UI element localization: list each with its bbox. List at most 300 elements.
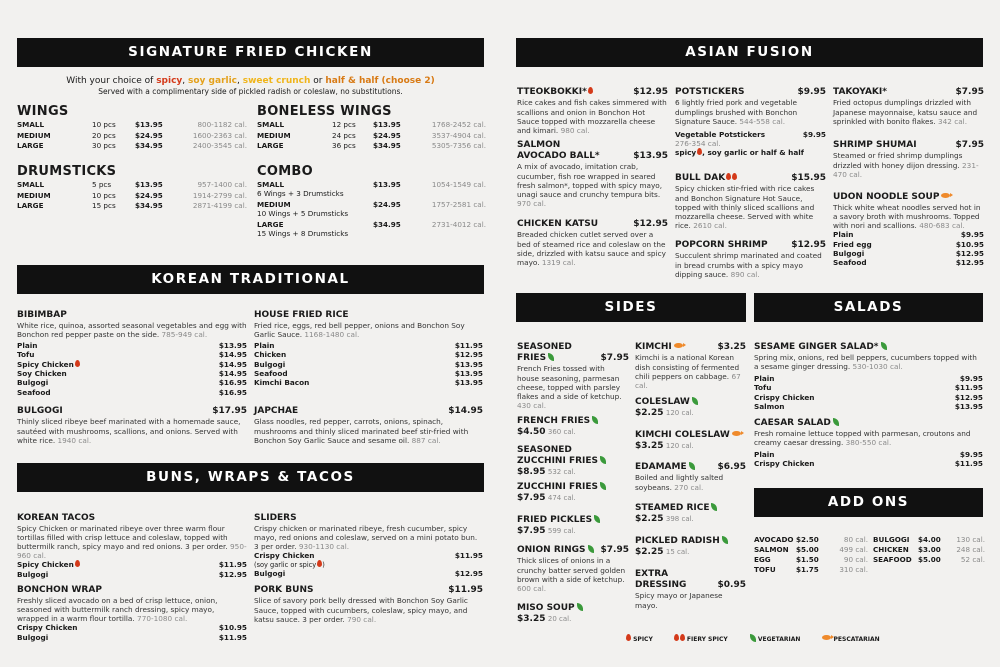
sesame-salad-name: SESAME GINGER SALAD* [754, 342, 879, 352]
option-row [17, 350, 247, 359]
size-label: LARGE [17, 141, 44, 151]
katsu-item [517, 219, 668, 267]
combo-row [257, 220, 486, 238]
legend-veg: VEGETARIAN [757, 636, 801, 643]
potstickers-price: $9.95 [797, 87, 826, 97]
option-label-wrap [754, 393, 815, 402]
pickled-radish-item [635, 536, 746, 558]
tteokbokki-cal: 980 cal. [560, 125, 590, 135]
salmon-ball-price: $13.95 [633, 150, 668, 161]
option-label-wrap [17, 378, 48, 387]
french-fries-item [517, 416, 629, 438]
sesame-salad-options [754, 374, 983, 411]
size-label: LARGE [17, 201, 44, 211]
salmon-ball-name2: AVOCADO BALL* [517, 150, 600, 161]
pickled-radish-cal: 15 cal. [665, 547, 690, 556]
zucchini-fries-name: ZUCCHINI FRIES [517, 482, 598, 492]
korean-tacos-options [17, 560, 247, 579]
popcorn-shrimp-cal: 890 cal. [730, 269, 760, 279]
addon-calories: 499 cal. [839, 544, 868, 554]
size-price: $34.95 [135, 201, 163, 211]
potstickers-name: POTSTICKERS [675, 87, 745, 97]
option-name: Bulgogi [17, 632, 49, 642]
option-label-wrap [754, 374, 774, 383]
wrap-item [17, 585, 247, 642]
vegetarian-leaf-icon [750, 634, 756, 642]
asian-header: ASIAN FUSION [516, 38, 983, 67]
fried-rice-item [254, 310, 483, 388]
option-label-wrap [254, 350, 286, 359]
combo-label [257, 180, 373, 198]
sliders-desc: Crispy chicken or marinated ribeye, fresh cucumber, spicy mayo, red onions and coleslaw, served on a mini potato bun. 3 per order. [254, 523, 478, 552]
option-row [17, 560, 247, 569]
vegetarian-leaf-icon [577, 603, 583, 611]
korean-tacos-desc: Spicy Chicken or marinated ribeye over three warm flour tortillas filled with crisp lettuce and coleslaw, topped with buttermilk ranch, spicy mayo and red onions. 3 per order. [17, 523, 228, 552]
shumai-cal: 231-470 cal. [833, 160, 979, 179]
french-fries-cal: 360 cal. [547, 427, 576, 436]
legend-fiery: FIERY SPICY [686, 636, 728, 643]
katsu-desc: Breaded chicken cutlet served over a bed of steamed rice and coleslaw on the side, drizzled with katsu sauce and spicy mayo. [517, 230, 666, 267]
combo-label [257, 200, 373, 218]
option-name: Salmon [754, 401, 785, 411]
tteokbokki-item [517, 87, 668, 135]
size-calories: 3537-4904 cal. [431, 130, 486, 140]
spicy-flame-icon [75, 360, 80, 367]
option-row [754, 459, 983, 468]
addon-price: $5.00 [918, 554, 941, 564]
katsu-price: $12.95 [633, 219, 668, 229]
drumsticks-rows [17, 180, 247, 212]
udon-name: UDON NOODLE SOUP [833, 192, 940, 202]
option-row [17, 623, 247, 632]
seasoned-zucchini-item [517, 445, 629, 478]
kimchi-name: KIMCHI [635, 342, 672, 352]
veg-potstickers-name: Vegetable Potstickers [675, 129, 766, 139]
option-label-wrap [17, 623, 78, 632]
option-price: $11.95 [218, 560, 247, 570]
option-label-wrap [254, 369, 288, 378]
sides-header: SIDES [516, 293, 746, 322]
seasoned-fries-price: $7.95 [600, 352, 629, 363]
potstickers-desc: 6 lightly fried pork and vegetable dumplings brushed with Bonchon Signature Sauce. [675, 98, 798, 126]
option-name: Crispy Chicken [754, 459, 815, 469]
seasoned-zucchini-cal: 532 cal. [547, 467, 576, 476]
extra-dressing-desc: Spicy mayo or Japanese mayo. [635, 591, 723, 610]
zucchini-fries-item [517, 482, 629, 504]
size-price: $24.95 [135, 130, 163, 140]
addon-row [873, 545, 985, 555]
combo-detail: 15 Wings + 8 Drumsticks [257, 228, 349, 238]
option-price: $16.95 [218, 378, 247, 388]
vegetarian-leaf-icon [722, 536, 728, 544]
wings-title: WINGS [17, 104, 69, 119]
size-price: $13.95 [135, 179, 163, 189]
vegetarian-leaf-icon [588, 545, 594, 553]
miso-soup-price: $3.25 [517, 613, 546, 624]
popcorn-shrimp-name: POPCORN SHRIMP [675, 240, 768, 250]
size-calories: 800-1182 cal. [197, 119, 247, 129]
option-row [17, 388, 247, 397]
option-price: $12.95 [454, 568, 483, 578]
takoyaki-item [833, 87, 984, 126]
addon-calories: 310 cal. [839, 564, 868, 574]
option-label-wrap [833, 230, 853, 239]
edamame-cal: 270 cal. [674, 482, 704, 492]
kimchi-coleslaw-item [635, 430, 746, 452]
popcorn-shrimp-desc: Succulent shrimp marinated and coated in bread crumbs with a spicy mayo dipping sauce. [675, 251, 822, 279]
option-label-wrap [254, 569, 285, 578]
size-calories: 957-1400 cal. [197, 179, 247, 189]
takoyaki-desc: Fried octopus dumplings drizzled with Japanese mayonnaise, katsu sauce and sprinkled with bonito flakes. [833, 98, 978, 126]
pickled-radish-price: $2.25 [635, 546, 664, 557]
option-label-wrap [254, 360, 285, 369]
wings-rows [17, 120, 247, 152]
edamame-name: EDAMAME [635, 462, 687, 472]
piece-count: 12 pcs [332, 119, 356, 129]
drumsticks-section [17, 164, 247, 212]
coleslaw-name: COLESLAW [635, 397, 690, 407]
addon-row [754, 535, 868, 545]
shumai-item [833, 140, 984, 179]
size-row [17, 141, 247, 152]
caesar-salad-item [754, 418, 983, 469]
fried-rice-cal: 1168-1480 cal. [304, 330, 360, 340]
signature-served: Served with a complimentary side of pickled radish or coleslaw, no substitutions. [98, 87, 403, 96]
bull-dak-item [675, 173, 826, 230]
option-row [754, 393, 983, 402]
addon-row [754, 545, 868, 555]
korean-tacos-cal: 950-960 cal. [17, 542, 247, 561]
combo-calories: 1757-2581 cal. [431, 199, 486, 209]
miso-soup-cal: 20 cal. [547, 614, 572, 623]
boneless-title: BONELESS WINGS [257, 104, 392, 119]
option-price: $11.95 [954, 383, 983, 393]
piece-count: 10 pcs [92, 190, 116, 200]
bulgogi-cal: 1940 cal. [57, 435, 92, 445]
wings-section [17, 104, 247, 152]
option-price: $14.95 [218, 368, 247, 378]
seasoned-zucchini-name2: ZUCCHINI FRIES [517, 455, 598, 466]
combo-rows [257, 180, 486, 238]
legend-spicy: SPICY [633, 636, 653, 643]
option-price: $9.95 [959, 450, 983, 460]
addon-name: BULGOGI [873, 535, 910, 544]
piece-count: 36 pcs [332, 141, 356, 151]
onion-rings-cal: 600 cal. [517, 583, 547, 593]
option-row [754, 450, 983, 459]
pescatarian-fish-icon [941, 193, 950, 198]
option-label-wrap [833, 249, 864, 258]
bull-dak-cal: 2610 cal. [693, 220, 727, 230]
size-price: $34.95 [373, 141, 401, 151]
size-row [17, 201, 247, 212]
seasoned-fries-desc: French Fries tossed with house seasoning, parmesan cheese, topped with parsley flakes and a side of ketchup. [517, 364, 622, 401]
size-calories: 1600-2363 cal. [192, 130, 247, 140]
option-price: $13.95 [454, 359, 483, 369]
option-name: Plain [17, 341, 38, 351]
vegetarian-leaf-icon [833, 418, 839, 426]
option-name: Plain [254, 341, 275, 351]
option-name: Seafood [254, 368, 288, 378]
addon-row [873, 555, 985, 565]
size-label: MEDIUM [257, 130, 291, 140]
size-row [17, 180, 247, 191]
option-row [754, 383, 983, 392]
extra-dressing-price: $0.95 [717, 579, 746, 590]
bibimbap-name: BIBIMBAP [17, 310, 67, 320]
spicy-flame-icon [317, 560, 322, 567]
addon-price: $2.50 [796, 535, 819, 544]
option-price: $13.95 [454, 368, 483, 378]
fiery-flame-icon [680, 634, 685, 641]
signature-header: SIGNATURE FRIED CHICKEN [17, 38, 484, 67]
bibimbap-item [17, 310, 247, 397]
addons-header: ADD ONS [754, 488, 983, 517]
option-label-wrap [17, 560, 80, 569]
option-price: $13.95 [454, 378, 483, 388]
option-name: Tofu [754, 383, 772, 393]
vegetarian-leaf-icon [881, 342, 887, 350]
kimchi-desc: Kimchi is a national Korean dish consisting of fermented chili peppers on cabbage. [635, 353, 740, 381]
pork-buns-desc: Slice of savory pork belly dressed with Bonchon Soy Garlic Sauce, topped with cucumbers, coleslaw, spicy mayo, and katsu sauce. 3 per order. [254, 596, 468, 624]
option-label-wrap [254, 378, 309, 387]
wrap-cal: 770-1080 cal. [137, 614, 188, 624]
option-row [254, 569, 483, 578]
size-price: $24.95 [135, 190, 163, 200]
option-name: Fried egg [833, 239, 872, 249]
korean-tacos-name: KOREAN TACOS [17, 513, 96, 523]
vegetarian-leaf-icon [692, 397, 698, 405]
onion-rings-item [517, 545, 629, 593]
shumai-desc: Steamed or fried shrimp dumplings drizzled with honey dijon dressing. [833, 151, 963, 170]
addon-price: $1.50 [796, 554, 819, 564]
boneless-section [257, 104, 486, 152]
combo-row [257, 180, 486, 198]
size-row [257, 120, 486, 131]
option-price: $12.95 [955, 248, 984, 258]
addon-name: CHICKEN [873, 544, 909, 554]
signature-intro: With your choice of spicy, soy garlic, sweet crunch or half & half (choose 2) [66, 76, 435, 86]
option-label-wrap [17, 388, 51, 397]
size-calories: 1914-2799 cal. [192, 190, 247, 200]
option-price: $9.95 [960, 230, 984, 240]
addons-left-list [754, 535, 868, 575]
option-label-wrap [754, 383, 771, 392]
option-label-wrap [17, 341, 37, 350]
caesar-salad-cal: 380-550 cal. [845, 438, 892, 448]
option-price: $13.95 [218, 341, 247, 351]
kimchi-item [635, 342, 746, 390]
buns-header: BUNS, WRAPS & TACOS [17, 463, 484, 492]
option-name: Bulgogi [833, 248, 865, 258]
salmon-ball-desc: A mix of avocado, imitation crab, cucumber, fish roe wrapped in seared fresh salmon*, topped with spicy mayo, unagi sauce and crunchy tempura bits. [517, 162, 663, 199]
size-label: SMALL [17, 119, 45, 129]
steamed-rice-name: STEAMED RICE [635, 503, 710, 513]
vegetarian-leaf-icon [594, 515, 600, 523]
combo-size: SMALL [257, 179, 285, 189]
size-calories: 2400-3545 cal. [192, 141, 247, 151]
combo-size: MEDIUM [257, 199, 291, 209]
option-label-wrap [754, 450, 774, 459]
addon-price: $4.00 [918, 535, 941, 544]
fiery-flame-icon [732, 173, 737, 180]
option-name: Seafood [833, 258, 867, 268]
size-label: SMALL [257, 119, 285, 129]
size-label: SMALL [17, 179, 45, 189]
pescatarian-fish-icon [732, 431, 741, 436]
option-name: Bulgogi [254, 359, 286, 369]
piece-count: 24 pcs [332, 130, 356, 140]
size-row [17, 131, 247, 142]
tteokbokki-desc: Rice cakes and fish cakes simmered with scallions and onion in Bonchon Hot Sauce topped with mozzarella cheese and kimari. [517, 98, 667, 135]
option-price: $14.95 [218, 350, 247, 360]
popcorn-shrimp-price: $12.95 [791, 240, 826, 250]
combo-row [257, 200, 486, 218]
option-label-wrap [833, 258, 867, 267]
salads-header: SALADS [754, 293, 983, 322]
addon-row [754, 565, 868, 575]
addon-name: SEAFOOD [873, 554, 912, 564]
coleslaw-item [635, 397, 746, 419]
udon-options [833, 230, 984, 267]
combo-detail: 10 Wings + 5 Drumsticks [257, 208, 349, 218]
addon-name: AVOCADO [754, 535, 794, 544]
addon-calories: 130 cal. [956, 535, 985, 544]
extra-dressing-name2: DRESSING [635, 579, 687, 590]
potstickers-cal: 544-558 cal. [739, 116, 786, 126]
pork-buns-price: $11.95 [448, 585, 483, 595]
potstickers-sauce: spicy , soy garlic or half & half [675, 148, 804, 158]
option-row [254, 341, 483, 350]
bibimbap-cal: 785-949 cal. [161, 330, 208, 340]
size-label: MEDIUM [17, 190, 51, 200]
fried-pickles-price: $7.95 [517, 525, 546, 536]
size-label: MEDIUM [17, 130, 51, 140]
kimchi-cal: 67 cal. [635, 371, 741, 390]
takoyaki-name: TAKOYAKI* [833, 87, 887, 97]
salmon-ball-name1: SALMON [517, 140, 561, 150]
option-label-wrap [754, 459, 815, 468]
bulgogi-desc: Thinly sliced ribeye beef marinated with a homemade sauce, sautéed with mushrooms, scallions, and onions. Served with white rice. [17, 417, 241, 445]
extra-dressing-item [635, 569, 746, 610]
sliders-item [254, 513, 483, 578]
salmon-ball-cal: 970 cal. [517, 198, 547, 208]
option-row [833, 240, 984, 249]
option-price: $9.95 [959, 374, 983, 384]
bibimbap-desc: White rice, quinoa, assorted seasonal vegetables and egg with Bonchon red pepper paste on the side. [17, 320, 247, 340]
option-price: $12.95 [954, 392, 983, 402]
spicy-flame-icon [588, 87, 593, 94]
bull-dak-desc: Spicy chicken stir-fried with rice cakes and Bonchon Signature Hot Sauce, topped with thinly sliced scallions and mozzarella cheese. Served with white rice. [675, 184, 815, 230]
option-row [17, 360, 247, 369]
piece-count: 30 pcs [92, 141, 116, 151]
sliders-options [254, 569, 483, 578]
addon-row [754, 555, 868, 565]
steamed-rice-cal: 398 cal. [665, 514, 694, 523]
bulgogi-name: BULGOGI [17, 406, 63, 416]
shumai-name: SHRIMP SHUMAI [833, 140, 917, 150]
coleslaw-cal: 120 cal. [665, 408, 694, 417]
wrap-desc: Freshly sliced avocado on a bed of crisp lettuce, onion, seasoned with buttermilk ranch dressing, spicy mayo, wrapped in a warm flour tortilla. [17, 595, 218, 624]
option-name: Plain [833, 230, 854, 240]
seasoned-fries-item [517, 342, 629, 410]
veg-potstickers-price: $9.95 [802, 129, 826, 139]
japchae-price: $14.95 [448, 406, 483, 416]
piece-count: 5 pcs [92, 179, 112, 189]
zucchini-fries-price: $7.95 [517, 492, 546, 503]
option-label-wrap [17, 570, 48, 579]
addon-price: $3.00 [918, 544, 941, 554]
fried-rice-options [254, 341, 483, 387]
addon-name: TOFU [754, 564, 776, 574]
kimchi-price: $3.25 [717, 342, 746, 352]
pork-buns-cal: 790 cal. [347, 614, 377, 624]
option-row [254, 369, 483, 378]
addon-price: $5.00 [796, 544, 819, 554]
seasoned-fries-cal: 430 cal. [517, 400, 547, 410]
pickled-radish-name: PICKLED RADISH [635, 536, 720, 546]
option-name: Plain [754, 374, 775, 384]
option-price: $16.95 [218, 387, 247, 397]
fried-rice-desc: Fried rice, eggs, red bell pepper, onions and Bonchon Soy Garlic Sauce. [254, 320, 465, 340]
addons-right-list [873, 535, 985, 565]
fried-pickles-item [517, 515, 629, 537]
udon-cal: 480-683 cal. [919, 221, 965, 231]
onion-rings-desc: Thick slices of onions in a crunchy batter served golden brown with a side of ketchup. [517, 556, 626, 584]
seasoned-fries-name2: FRIES [517, 352, 547, 363]
addon-price: $1.75 [796, 564, 819, 574]
option-row [17, 633, 247, 642]
option-row [254, 378, 483, 387]
option-row [833, 230, 984, 239]
korean-tacos-item [17, 513, 247, 579]
size-price: $34.95 [135, 141, 163, 151]
option-price: $12.95 [955, 258, 984, 268]
option-name: Seafood [17, 387, 51, 397]
combo-price: $13.95 [373, 179, 401, 189]
wrap-name: BONCHON WRAP [17, 585, 102, 595]
option-label-wrap [17, 369, 67, 378]
combo-detail: 6 Wings + 3 Drumsticks [257, 188, 344, 198]
addon-row [873, 535, 985, 545]
fiery-flame-icon [726, 173, 731, 180]
addon-calories: 52 cal. [960, 554, 985, 564]
size-price: $13.95 [373, 119, 401, 129]
option-row [17, 341, 247, 350]
onion-rings-price: $7.95 [600, 545, 629, 555]
boneless-rows [257, 120, 486, 152]
bulgogi-item [17, 406, 247, 445]
size-calories: 2871-4199 cal. [192, 201, 247, 211]
option-name: Chicken [254, 350, 287, 360]
option-name: Kimchi Bacon [254, 378, 310, 388]
option-label-wrap [754, 402, 785, 411]
addon-calories: 80 cal. [843, 535, 868, 544]
bibimbap-options [17, 341, 247, 397]
katsu-cal: 1319 cal. [541, 257, 576, 267]
spicy-flame-icon [75, 560, 80, 567]
onion-rings-name: ONION RINGS [517, 545, 586, 555]
legend-pesc: PESCATARIAN [833, 635, 880, 643]
fried-pickles-name: FRIED PICKLES [517, 515, 593, 525]
spicy-flame-icon [626, 634, 631, 641]
size-row [17, 191, 247, 202]
steamed-rice-item [635, 503, 746, 525]
option-name: Crispy Chicken [754, 392, 815, 402]
piece-count: 20 pcs [92, 130, 116, 140]
option-price: $12.95 [218, 569, 247, 579]
addon-calories: 90 cal. [843, 554, 868, 564]
